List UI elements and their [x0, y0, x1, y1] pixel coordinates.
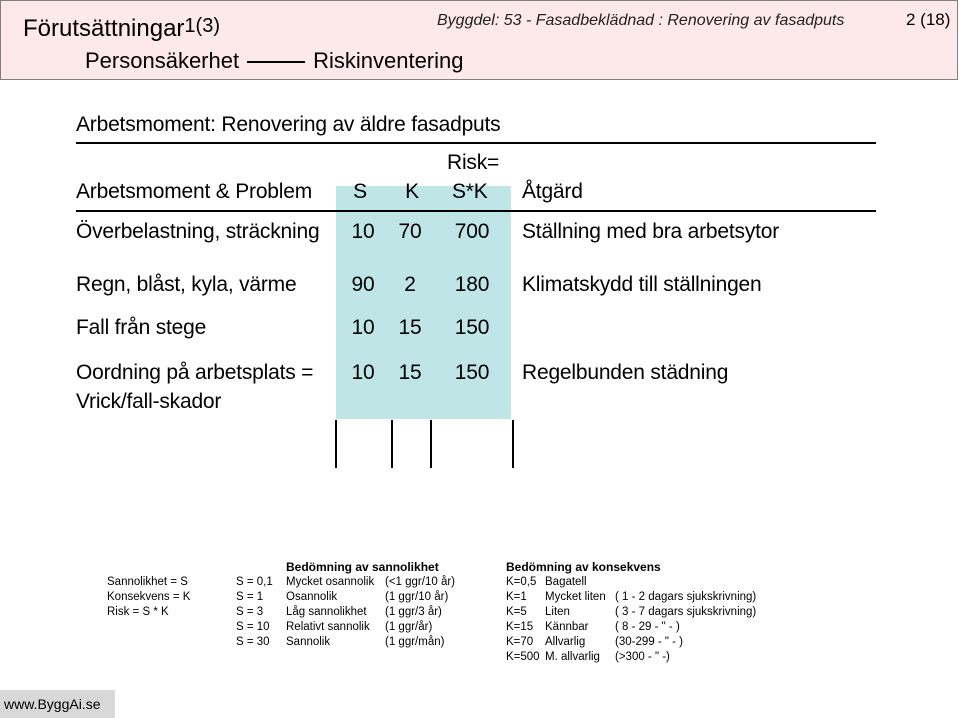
legend-sann-freq: (1 ggr/mån)	[385, 636, 445, 648]
legend-sann-label: Låg sannolikhet	[286, 606, 367, 618]
legend-sann-label: Osannolik	[286, 591, 338, 603]
legend-sann-code: S = 10	[236, 621, 270, 633]
row-risk: 180	[454, 273, 490, 296]
legend-kons-code: K=15	[506, 621, 534, 633]
row-s: 10	[351, 220, 375, 243]
title-number: 1(3)	[184, 15, 220, 37]
row-atgard: Ställning med bra arbetsytor	[522, 220, 780, 243]
legend-def: Risk = S * K	[107, 606, 169, 618]
row-s: 10	[351, 361, 375, 384]
legend-kons-label: Liten	[545, 606, 570, 618]
header-s: S	[353, 180, 367, 203]
row-risk: 700	[454, 220, 490, 243]
legend-sann-freq: (<1 ggr/10 år)	[385, 576, 455, 588]
column-divider	[430, 420, 432, 468]
legend-kons-label: Allvarlig	[545, 636, 586, 648]
header-k: K	[405, 180, 419, 203]
legend-def: Konsekvens = K	[107, 591, 191, 603]
legend-kons-code: K=5	[506, 606, 527, 618]
legend-kons-header: Bedömning av konsekvens	[506, 560, 661, 574]
row-k: 70	[398, 220, 422, 243]
header-problem: Arbetsmoment & Problem	[76, 180, 313, 203]
legend-kons-code: K=70	[506, 636, 534, 648]
legend-kons-desc: (>300 - " -)	[615, 651, 670, 663]
legend-sann-freq: (1 ggr/3 år)	[385, 606, 442, 618]
row-problem: Regn, blåst, kyla, värme	[76, 273, 297, 296]
legend-def: Sannolikhet = S	[107, 576, 188, 588]
legend-sann-code: S = 3	[236, 606, 264, 618]
legend-kons-desc: (30-299 - " - )	[615, 636, 683, 648]
header-atgard: Åtgärd	[522, 180, 583, 203]
column-divider	[391, 420, 393, 468]
column-divider	[512, 420, 514, 468]
legend-sann-code: S = 0,1	[236, 576, 273, 588]
legend-sann-label: Relativt sannolik	[286, 621, 370, 633]
row-problem-line2: Vrick/fall-skador	[76, 390, 222, 413]
legend-sann-freq: (1 ggr/10 år)	[385, 591, 449, 603]
row-problem: Oordning på arbetsplats =	[76, 361, 314, 384]
row-risk: 150	[454, 361, 490, 384]
legend-sann-code: S = 30	[236, 636, 270, 648]
header-risk-line1: Risk=	[447, 151, 500, 174]
legend-kons-label: Bagatell	[545, 576, 587, 588]
row-s: 10	[351, 316, 375, 339]
section-title: Arbetsmoment: Renovering av äldre fasadputs	[76, 113, 501, 136]
row-k: 15	[398, 361, 422, 384]
footer-badge	[0, 690, 115, 718]
byggdel-label: Byggdel: 53 - Fasadbeklädnad : Renovering av fasadputs	[437, 12, 845, 29]
legend-kons-code: K=1	[506, 591, 527, 603]
legend-kons-code: K=0,5	[506, 576, 537, 588]
footer-link[interactable]: www.ByggAi.se	[4, 696, 101, 712]
legend-kons-code: K=500	[506, 651, 540, 663]
page-title: Förutsättningar 1(3)	[23, 15, 220, 42]
row-problem: Överbelastning, sträckning	[76, 220, 320, 243]
legend-kons-label: Kännbar	[545, 621, 589, 633]
row-s: 90	[351, 273, 375, 296]
header-banner	[0, 0, 958, 80]
row-k: 15	[398, 316, 422, 339]
legend-kons-desc: ( 3 - 7 dagars sjukskrivning)	[615, 606, 757, 618]
legend-sann-code: S = 1	[236, 591, 264, 603]
subtitle-dash	[247, 61, 305, 63]
table-top-rule	[76, 142, 876, 144]
legend-sann-label: Mycket osannolik	[286, 576, 375, 588]
legend-sann-label: Sannolik	[286, 636, 331, 648]
legend-kons-desc: ( 8 - 29 - " - )	[615, 621, 680, 633]
row-risk: 150	[454, 316, 490, 339]
row-atgard: Klimatskydd till ställningen	[522, 273, 762, 296]
header-risk-line2: S*K	[452, 180, 488, 203]
legend-kons-label: M. allvarlig	[545, 651, 600, 663]
row-atgard: Regelbunden städning	[522, 361, 729, 384]
header-rule	[76, 210, 876, 212]
row-problem: Fall från stege	[76, 316, 207, 339]
legend-kons-desc: ( 1 - 2 dagars sjukskrivning)	[615, 591, 757, 603]
legend-kons-label: Mycket liten	[545, 591, 606, 603]
legend-sann-header: Bedömning av sannolikhet	[286, 560, 439, 574]
column-divider	[335, 420, 337, 468]
page-subtitle: Personsäkerhet Riskinventering	[85, 48, 464, 73]
legend-sann-freq: (1 ggr/år)	[385, 621, 433, 633]
page-number: 2 (18)	[906, 10, 951, 29]
row-k: 2	[404, 273, 416, 296]
